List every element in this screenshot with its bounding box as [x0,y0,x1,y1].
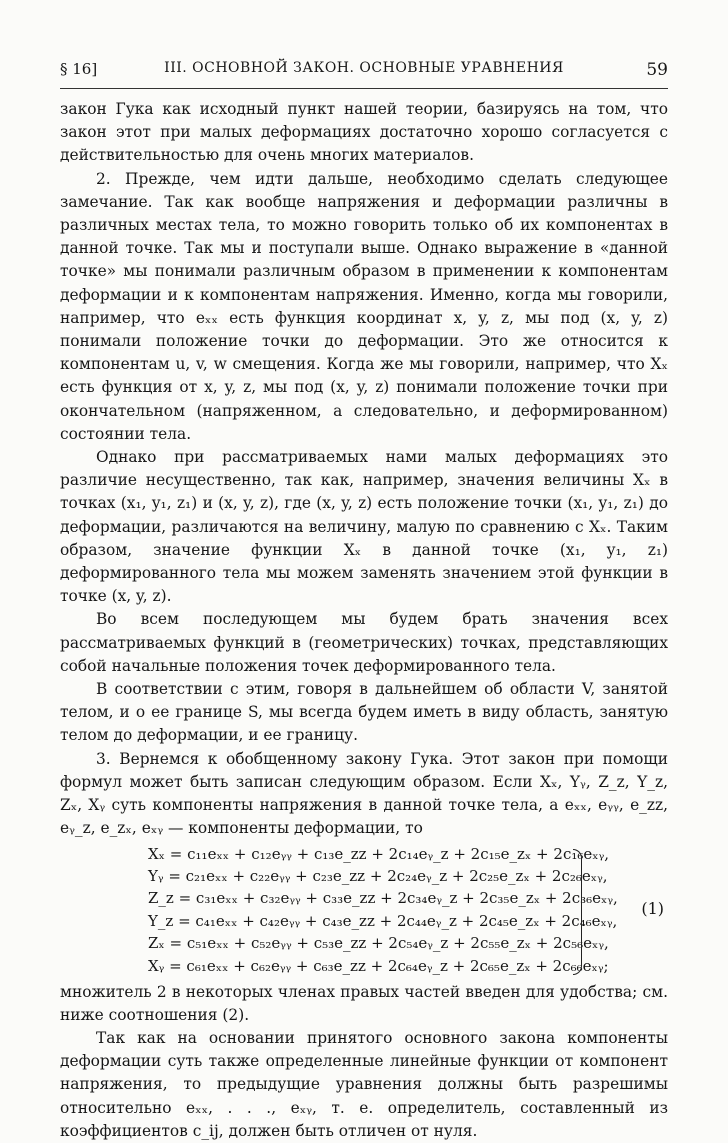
page-body [60,98,668,1143]
right-brace [573,849,582,975]
equation-line: Xₓ = c₁₁eₓₓ + c₁₂eᵧᵧ + c₁₃e_zz + 2c₁₄eᵧ_z + 2c₁₅e_zₓ + 2c₁₆eₓᵧ, [148,844,610,863]
equation-line: Xᵧ = c₆₁eₓₓ + c₆₂eᵧᵧ + c₆₃e_zz + 2c₆₄eᵧ_z + 2c₆₅e_zₓ + 2c₆₆eₓᵧ; [148,956,609,975]
paragraph: 2. Прежде, чем идти дальше, необходимо сделать следующее замечание. Так как вообще напряжения и деформации различны в различных местах тела, то можно говорить только об их компонентах в данной точке. Так мы и поступали выше. Однако выражение в «данной точке» мы понимали различным образом в применении к компонентам деформации и к компонентам напряжения. Именно, когда мы говорили, например, что eₓₓ есть функция координат x, y, z, мы под (x, y, z) понимали положение точки до деформации. Это же относится к компонентам u, v, w смещения. Когда же мы говорили, например, что Xₓ есть функция от x, y, z, мы под (x, y, z) понимали положение точки при окончательном (напряженном, а следовательно, и деформированном) состоянии тела. [60,169,668,443]
paragraph: множитель 2 в некоторых членах правых частей введен для удобства; см. ниже соотношения (2). [60,982,668,1024]
equation-line: Z_z = c₃₁eₓₓ + c₃₂eᵧᵧ + c₃₃e_zz + 2c₃₄eᵧ_z + 2c₃₅e_zₓ + 2c₃₆eₓᵧ, [148,889,618,908]
paragraph: Так как на основании принятого основного закона компоненты деформации суть также определенные линейные функции от компонент напряжения, то предыдущие уравнения должны быть разрешимы относительно eₓₓ, . . ., eₓᵧ, т. е. определитель, составленный из коэффициентов c_ij, должен быть отличен от нуля. [60,1028,668,1140]
page-number: 59 [646,60,668,80]
equation-line: Y_z = c₄₁eₓₓ + c₄₂eᵧᵧ + c₄₃e_zz + 2c₄₄eᵧ_z + 2c₄₅e_zₓ + 2c₄₆eₓᵧ, [148,911,618,930]
header-rule [60,88,668,89]
running-header [60,60,668,86]
equation-system [60,843,668,977]
paragraph: закон Гука как исходный пункт нашей теории, базируясь на том, что закон этот при малых деформациях достаточно хорошо согласуется с действительностью для очень многих материалов. [60,100,668,165]
equation-number: (1) [641,898,664,918]
chapter-title: III. ОСНОВНОЙ ЗАКОН. ОСНОВНЫЕ УРАВНЕНИЯ [164,60,564,76]
equation-lines [148,843,618,977]
paragraph: Во всем последующем мы будем брать значения всех рассматриваемых функций в (геометрических) точках, представляющих собой начальные положения точек деформированного тела. [60,610,668,675]
section-reference: § 16] [60,60,98,78]
paragraph: 3. Вернемся к обобщенному закону Гука. Этот закон при помощи формул может быть записан следующим образом. Если Xₓ, Yᵧ, Z_z, Y_z, Zₓ, Xᵧ суть компоненты напряжения в данной точке тела, а eₓₓ, eᵧᵧ, e_zz, eᵧ_z, e_zₓ, eₓᵧ — компоненты деформации, то [60,749,668,838]
paragraph: Однако при рассматриваемых нами малых деформациях это различие несущественно, так как, например, значения величины Xₓ в точках (x₁, y₁, z₁) и (x, y, z), где (x, y, z) есть положение точки (x₁, y₁, z₁) до деформации, различаются на величину, малую по сравнению с Xₓ. Таким образом, значение функции Xₓ в данной точке (x₁, y₁, z₁) деформированного тела мы можем заменять значением этой функции в точке (x, y, z). [60,448,668,606]
equation-line: Yᵧ = c₂₁eₓₓ + c₂₂eᵧᵧ + c₂₃e_zz + 2c₂₄eᵧ_z + 2c₂₅e_zₓ + 2c₂₆eₓᵧ, [148,866,608,885]
paragraph: В соответствии с этим, говоря в дальнейшем об области V, занятой телом, и о ее границе S, мы всегда будем иметь в виду область, занятую телом до деформации, и ее границу. [60,680,668,745]
equation-line: Zₓ = c₅₁eₓₓ + c₅₂eᵧᵧ + c₅₃e_zz + 2c₅₄eᵧ_z + 2c₅₅e_zₓ + 2c₅₆eₓᵧ, [148,934,609,953]
